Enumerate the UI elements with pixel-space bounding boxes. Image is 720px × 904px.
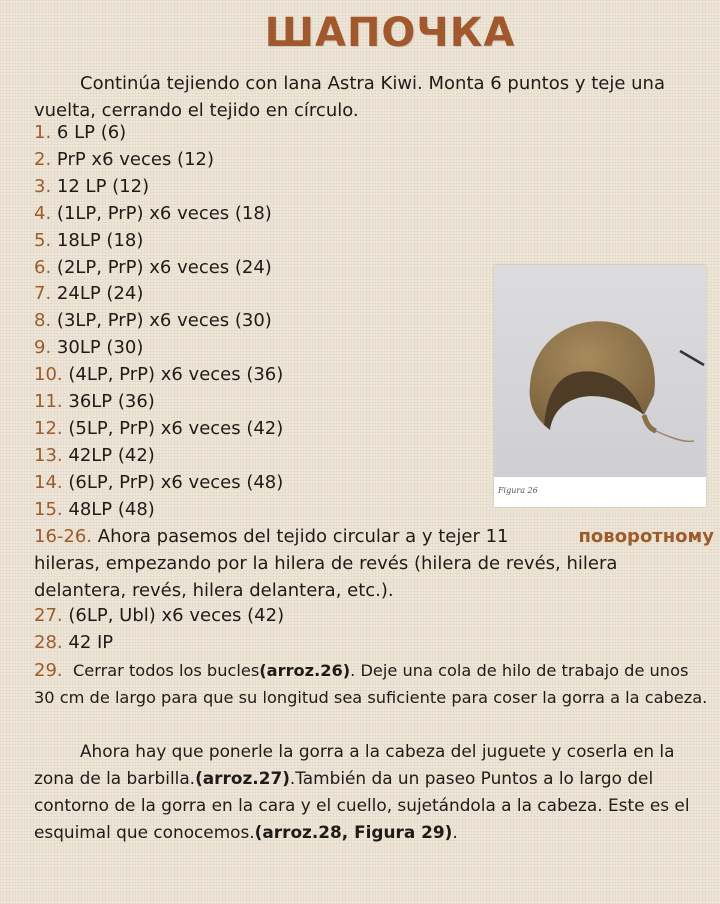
step-item xyxy=(34,308,283,335)
step-item xyxy=(34,255,283,282)
step-item xyxy=(34,281,283,308)
step-text: (1LP, PrP) x6 veces (18) xyxy=(56,202,272,224)
step-text: (6LP, PrP) x6 veces (48) xyxy=(68,471,284,493)
page-title: ШАПОЧКА xyxy=(264,10,516,56)
knitted-hat-photo xyxy=(494,265,706,507)
step-number: 8. xyxy=(34,310,52,332)
step-number: 12. xyxy=(34,417,63,439)
step-number: 6. xyxy=(34,256,52,278)
step-text: 48LP (48) xyxy=(68,498,155,520)
step-item xyxy=(34,416,283,443)
step-number: 11. xyxy=(34,391,63,413)
step-number: 2. xyxy=(34,148,52,170)
step-text: 30LP (30) xyxy=(56,337,144,359)
figure-26 xyxy=(494,265,706,507)
step-number: 15. xyxy=(34,498,63,520)
step-text: 42LP (42) xyxy=(68,444,155,466)
step-text: 42 IP xyxy=(68,632,114,653)
step-text: Cerrar todos los bucles xyxy=(72,661,260,680)
closing-text-continued: .También da un paseo Puntos a lo largo del contorno de la gorra en la cara y el cuello, sujetándola a la cabeza. Este es el esquimal que conocemos. xyxy=(34,768,690,842)
figure-reference-27: (arroz.27) xyxy=(195,768,290,788)
step-27 xyxy=(34,602,284,629)
step-text: (5LP, PrP) x6 veces (42) xyxy=(68,417,284,439)
step-item xyxy=(34,362,283,389)
step-number: 14. xyxy=(34,471,63,493)
step-item xyxy=(34,443,283,470)
step-item xyxy=(34,147,283,174)
closing-text: Ahora hay que ponerle la gorra a la cabeza del juguete y coserla en la zona de la barbilla. xyxy=(34,741,675,788)
step-text: (4LP, PrP) x6 veces (36) xyxy=(68,364,284,386)
step-number: 9. xyxy=(34,337,52,359)
step-number: 27. xyxy=(34,605,63,626)
figure-caption: Figura 26 xyxy=(498,486,538,495)
step-item xyxy=(34,470,283,497)
step-number: 10. xyxy=(34,364,63,386)
step-text-continued: y tejer 11 hileras, empezando por la hilera de revés (hilera de revés, hilera delantera, revés, hilera delantera, etc.). xyxy=(34,526,618,601)
step-number: 4. xyxy=(34,202,52,224)
russian-word: поворотному xyxy=(578,526,714,547)
step-number: 1. xyxy=(34,122,52,143)
closing-paragraph xyxy=(34,738,714,846)
figure-reference: (arroz.26) xyxy=(259,661,351,680)
step-number: 29. xyxy=(34,660,63,681)
step-item xyxy=(34,497,283,524)
step-text: 18LP (18) xyxy=(56,229,144,251)
step-text: (2LP, PrP) x6 veces (24) xyxy=(56,256,272,278)
step-item xyxy=(34,120,283,147)
step-16-26 xyxy=(34,523,714,604)
step-text: PrP x6 veces (12) xyxy=(56,148,215,170)
step-number: 28. xyxy=(34,632,63,653)
step-number: 5. xyxy=(34,229,52,251)
intro-paragraph xyxy=(34,70,714,124)
step-item xyxy=(34,389,283,416)
step-text-continued: . Deje una cola de hilo de trabajo de unos 30 cm de largo para que su longitud sea suficiente para coser la gorra a la cabeza. xyxy=(34,661,708,708)
step-number: 13. xyxy=(34,444,63,466)
step-item xyxy=(34,335,283,362)
step-number: 7. xyxy=(34,283,52,305)
step-28 xyxy=(34,629,113,656)
closing-text-end: . xyxy=(452,822,458,842)
step-text: 6 LP (6) xyxy=(56,122,127,143)
step-number: 16-26. xyxy=(34,526,93,547)
steps-list xyxy=(34,120,283,524)
step-text: 12 LP (12) xyxy=(56,175,150,197)
step-text: 24LP (24) xyxy=(56,283,144,305)
figure-reference-28-29: (arroz.28, Figura 29) xyxy=(254,822,453,842)
step-text: Ahora pasemos del tejido circular a xyxy=(97,526,417,547)
step-number: 3. xyxy=(34,175,52,197)
step-text: (3LP, PrP) x6 veces (30) xyxy=(56,310,272,332)
step-29 xyxy=(34,657,714,711)
step-item xyxy=(34,174,283,201)
intro-text: Continúa tejiendo con lana Astra Kiwi. Monta 6 puntos y teje una vuelta, cerrando el tejido en círculo. xyxy=(34,73,665,121)
step-text: 36LP (36) xyxy=(68,391,155,413)
step-item xyxy=(34,228,283,255)
step-item xyxy=(34,201,283,228)
step-text: (6LP, Ubl) x6 veces (42) xyxy=(68,605,285,626)
